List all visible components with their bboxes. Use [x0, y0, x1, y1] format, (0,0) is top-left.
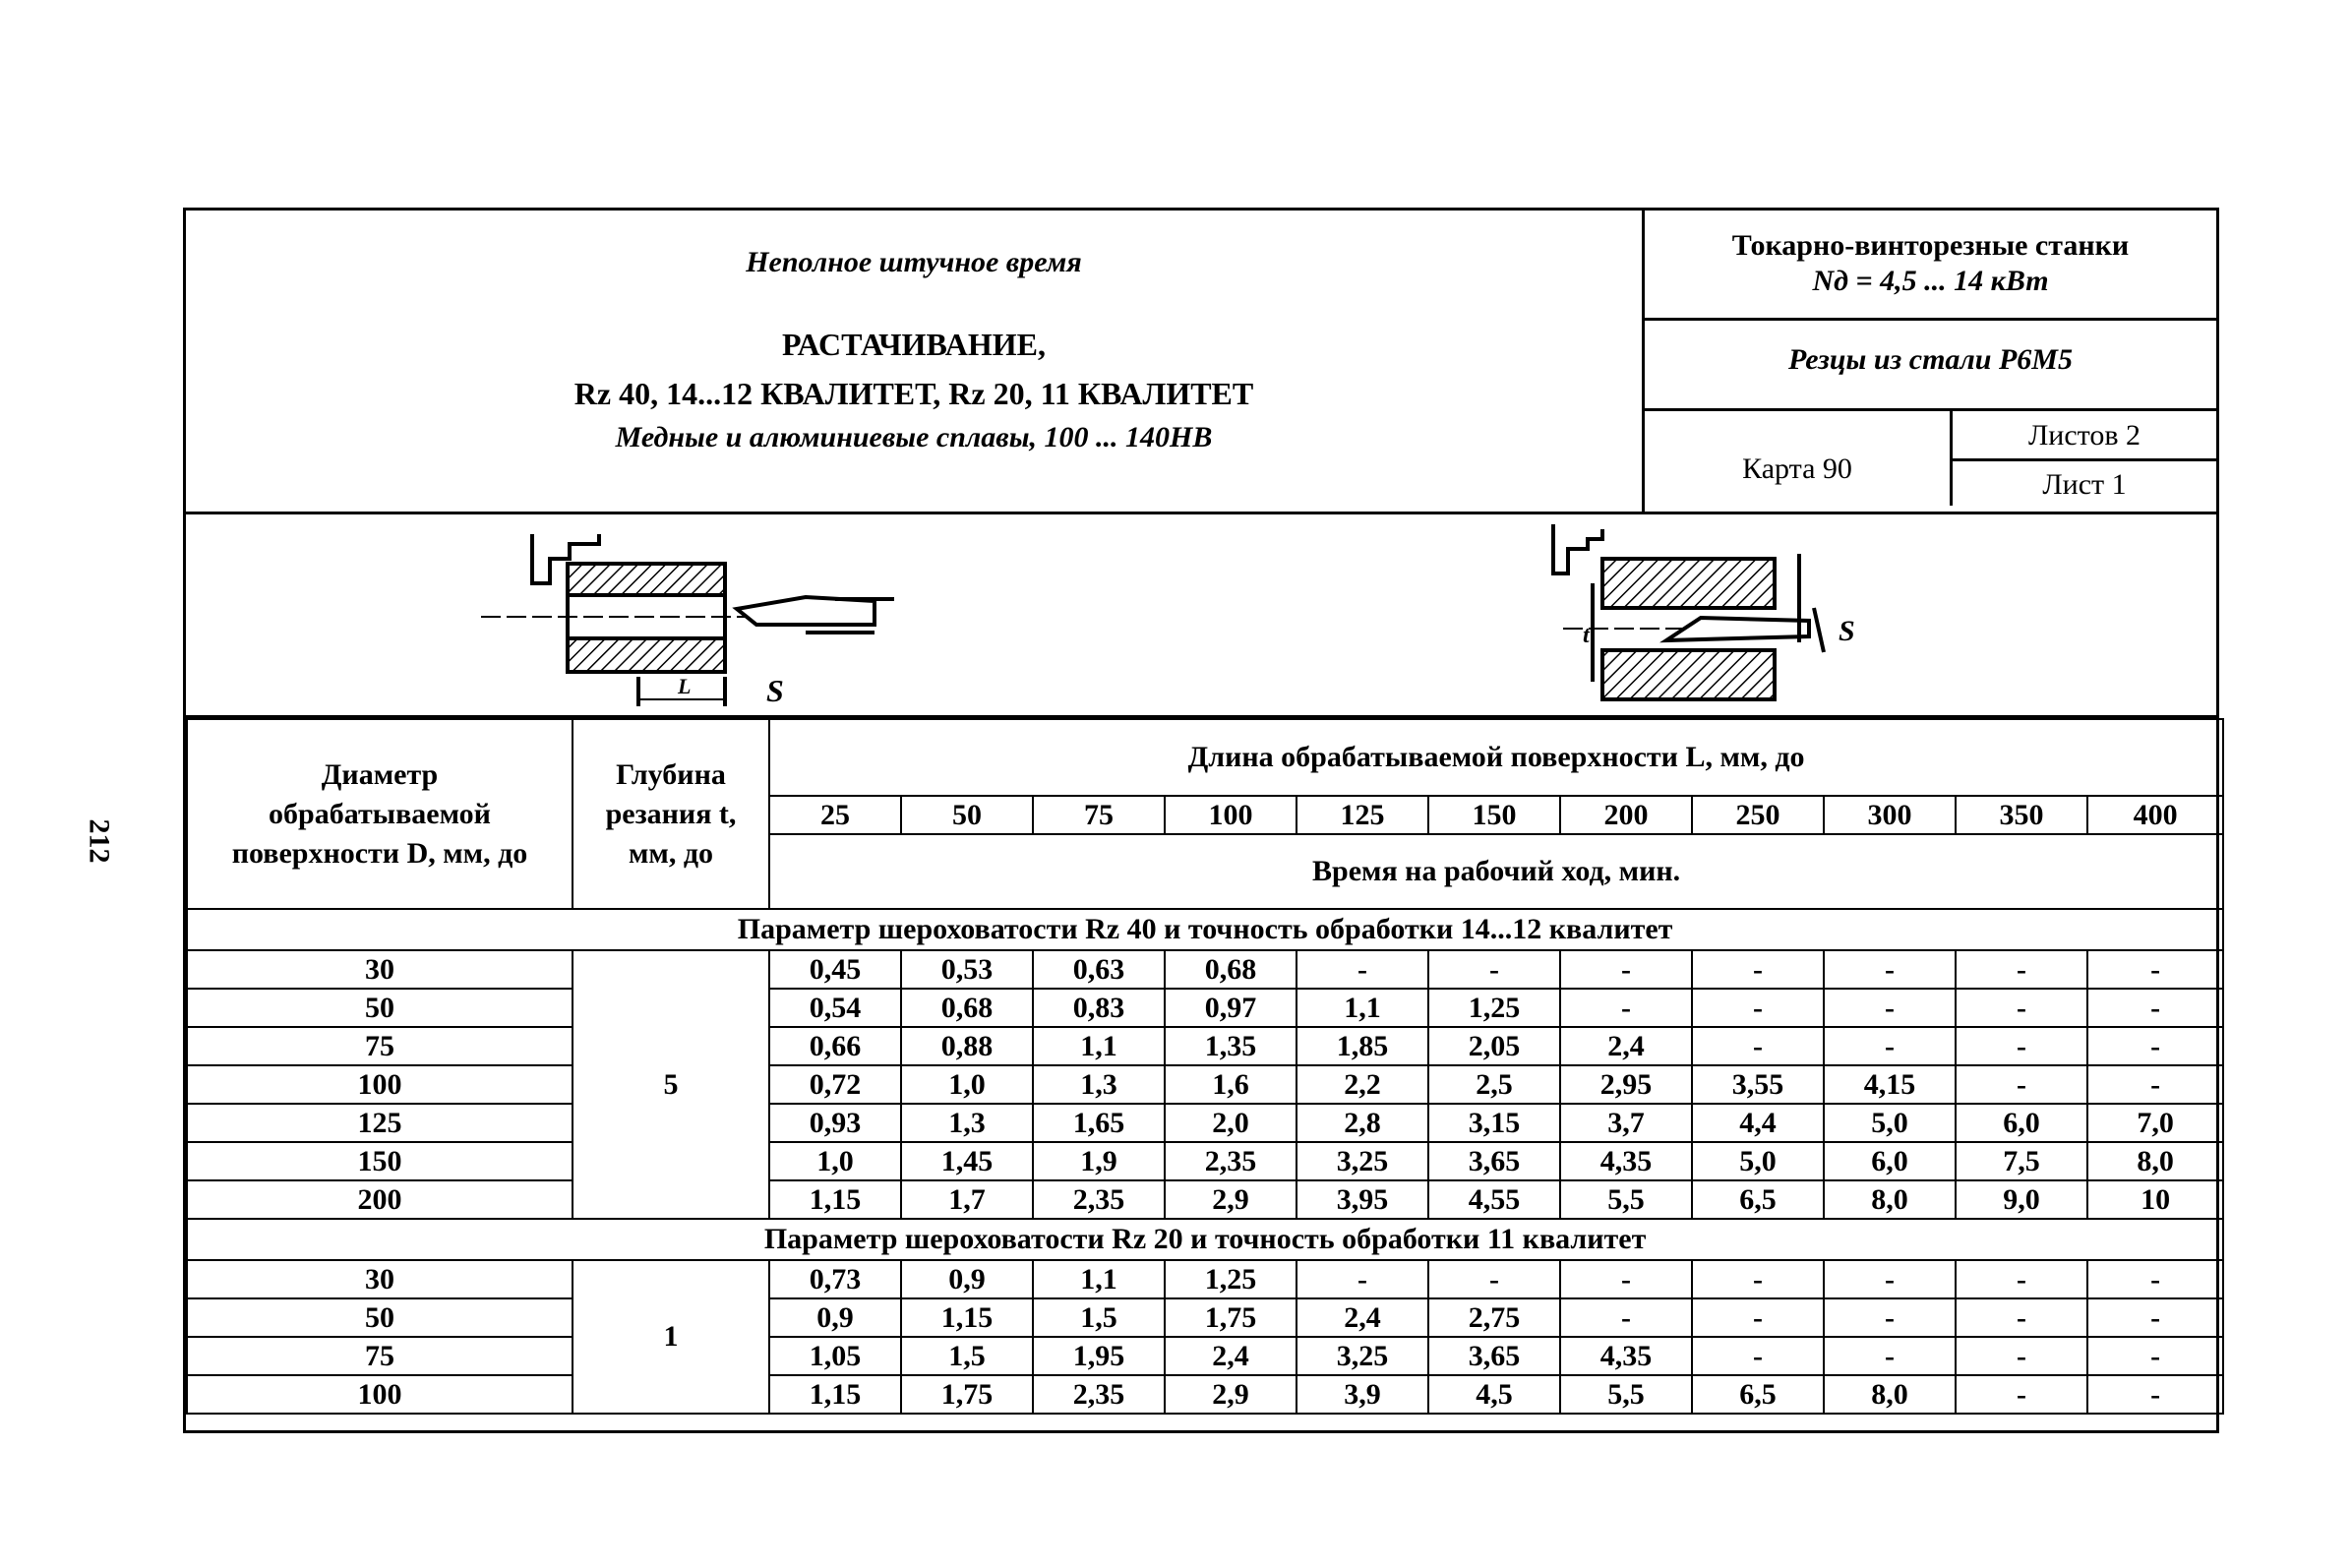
sheets-total: Листов 2	[1953, 411, 2216, 461]
time-value-cell: 1,15	[901, 1298, 1033, 1337]
time-value-cell: -	[1560, 1260, 1692, 1298]
tool-material: Резцы из стали Р6М5	[1645, 321, 2216, 411]
time-value-cell: 7,5	[1956, 1142, 2087, 1180]
diameter-cell: 50	[187, 1298, 573, 1337]
time-value-cell: 0,83	[1033, 989, 1165, 1027]
time-value-cell: 0,72	[769, 1065, 901, 1104]
time-value-cell: -	[1956, 1337, 2087, 1375]
length-value: 125	[1297, 796, 1428, 834]
time-value-cell: -	[2087, 1260, 2223, 1298]
time-value-cell: 1,25	[1428, 989, 1560, 1027]
time-value-cell: 4,5	[1428, 1375, 1560, 1414]
time-value-cell: 2,05	[1428, 1027, 1560, 1065]
time-value-cell: -	[1560, 1298, 1692, 1337]
length-value: 25	[769, 796, 901, 834]
time-value-cell: -	[1824, 1337, 1956, 1375]
time-value-cell: 1,15	[769, 1180, 901, 1219]
time-value-cell: 8,0	[1824, 1375, 1956, 1414]
time-value-cell: 1,75	[1165, 1298, 1297, 1337]
time-value-cell: 0,54	[769, 989, 901, 1027]
card-info	[1645, 411, 2216, 506]
column-header-time: Время на рабочий ход, мин.	[769, 834, 2223, 909]
table-row	[187, 1180, 2223, 1219]
machine-type	[1645, 211, 2216, 321]
table-row	[187, 1027, 2223, 1065]
diameter-cell: 30	[187, 950, 573, 989]
header-title-block	[186, 211, 1645, 512]
length-value: 75	[1033, 796, 1165, 834]
time-value-cell: 0,97	[1165, 989, 1297, 1027]
time-value-cell: -	[1692, 1337, 1824, 1375]
time-value-cell: -	[2087, 989, 2223, 1027]
time-value-cell: -	[1297, 1260, 1428, 1298]
time-value-cell: 0,9	[769, 1298, 901, 1337]
time-value-cell: 2,0	[1165, 1104, 1297, 1142]
time-value-cell: -	[1692, 1260, 1824, 1298]
time-value-cell: 3,15	[1428, 1104, 1560, 1142]
time-value-cell: 6,0	[1824, 1142, 1956, 1180]
time-value-cell: 2,9	[1165, 1375, 1297, 1414]
time-value-cell: 1,95	[1033, 1337, 1165, 1375]
sketch-drawing	[186, 514, 2216, 715]
time-value-cell: -	[2087, 1375, 2223, 1414]
time-value-cell: 1,05	[769, 1337, 901, 1375]
time-value-cell: 2,4	[1560, 1027, 1692, 1065]
time-value-cell: -	[2087, 1337, 2223, 1375]
time-value-cell: 5,0	[1824, 1104, 1956, 1142]
time-value-cell: 4,4	[1692, 1104, 1824, 1142]
table-row	[187, 1104, 2223, 1142]
time-value-cell: 1,85	[1297, 1027, 1428, 1065]
sheet-number: Лист 1	[2042, 468, 2127, 501]
time-value-cell: -	[1956, 1260, 2087, 1298]
time-value-cell: -	[1428, 950, 1560, 989]
section-title: Параметр шероховатости Rz 20 и точность обработки 11 квалитет	[187, 1219, 2223, 1260]
column-header-length: Длина обрабатываемой поверхности L, мм, до	[769, 719, 2223, 796]
time-value-cell: 1,75	[901, 1375, 1033, 1414]
time-value-cell: 1,15	[769, 1375, 901, 1414]
time-value-cell: 0,53	[901, 950, 1033, 989]
time-value-cell: -	[1692, 950, 1824, 989]
time-value-cell: 2,95	[1560, 1065, 1692, 1104]
diameter-cell: 200	[187, 1180, 573, 1219]
time-value-cell: 5,0	[1692, 1142, 1824, 1180]
length-value: 350	[1956, 796, 2087, 834]
time-value-cell: 2,4	[1297, 1298, 1428, 1337]
subtitle: Неполное штучное время	[746, 246, 1082, 278]
length-value: 50	[901, 796, 1033, 834]
time-value-cell: 1,25	[1165, 1260, 1297, 1298]
time-value-cell: -	[1956, 1375, 2087, 1414]
time-value-cell: 5,5	[1560, 1375, 1692, 1414]
time-value-cell: 2,35	[1033, 1375, 1165, 1414]
time-value-cell: 1,7	[901, 1180, 1033, 1219]
sketch-right-feed-label: S	[1839, 615, 1855, 647]
time-value-cell: 1,3	[901, 1104, 1033, 1142]
time-value-cell: 0,45	[769, 950, 901, 989]
time-value-cell: 3,9	[1297, 1375, 1428, 1414]
table-row	[187, 1337, 2223, 1375]
time-value-cell: -	[1956, 1065, 2087, 1104]
time-value-cell: 4,35	[1560, 1142, 1692, 1180]
process-card	[183, 208, 2219, 1433]
time-value-cell: 10	[2087, 1180, 2223, 1219]
time-value-cell: -	[1824, 989, 1956, 1027]
page-number: 212	[83, 818, 116, 864]
time-value-cell: 4,55	[1428, 1180, 1560, 1219]
time-value-cell: 1,1	[1033, 1027, 1165, 1065]
table-row	[187, 1298, 2223, 1337]
time-value-cell: -	[1824, 1027, 1956, 1065]
time-value-cell: 1,0	[769, 1142, 901, 1180]
time-value-cell: -	[2087, 1298, 2223, 1337]
time-value-cell: 2,35	[1165, 1142, 1297, 1180]
time-value-cell: -	[1692, 1298, 1824, 1337]
time-value-cell: -	[1560, 950, 1692, 989]
time-value-cell: -	[1824, 1260, 1956, 1298]
time-value-cell: 4,35	[1560, 1337, 1692, 1375]
time-value-cell: -	[1956, 950, 2087, 989]
depth-cell: 1	[573, 1260, 769, 1414]
time-value-cell: 1,9	[1033, 1142, 1165, 1180]
sketch-right-diameter-label: t	[1583, 623, 1590, 648]
time-value-cell: 3,7	[1560, 1104, 1692, 1142]
table-row	[187, 1142, 2223, 1180]
table-row	[187, 950, 2223, 989]
time-value-cell: 8,0	[2087, 1142, 2223, 1180]
time-value-cell: 1,35	[1165, 1027, 1297, 1065]
time-value-cell: 2,8	[1297, 1104, 1428, 1142]
time-value-cell: 0,66	[769, 1027, 901, 1065]
time-value-cell: 0,93	[769, 1104, 901, 1142]
time-value-cell: 2,2	[1297, 1065, 1428, 1104]
time-value-cell: -	[1692, 1027, 1824, 1065]
time-value-cell: -	[1956, 1298, 2087, 1337]
time-value-cell: -	[1692, 989, 1824, 1027]
sketch-left-length-label: L	[678, 674, 692, 698]
time-value-cell: 1,65	[1033, 1104, 1165, 1142]
time-value-cell: 7,0	[2087, 1104, 2223, 1142]
time-value-cell: 3,25	[1297, 1142, 1428, 1180]
time-value-cell: 5,5	[1560, 1180, 1692, 1219]
time-value-cell: 1,1	[1297, 989, 1428, 1027]
table-row	[187, 989, 2223, 1027]
length-value: 150	[1428, 796, 1560, 834]
time-value-cell: 2,75	[1428, 1298, 1560, 1337]
card-header	[186, 211, 2216, 514]
time-value-cell: 1,3	[1033, 1065, 1165, 1104]
length-value: 400	[2087, 796, 2223, 834]
section-header-row	[187, 909, 2223, 950]
table-row	[187, 1375, 2223, 1414]
time-value-cell: 0,9	[901, 1260, 1033, 1298]
section-title: Параметр шероховатости Rz 40 и точность обработки 14...12 квалитет	[187, 909, 2223, 950]
time-value-cell: 1,45	[901, 1142, 1033, 1180]
time-value-cell: 1,6	[1165, 1065, 1297, 1104]
section-header-row	[187, 1219, 2223, 1260]
diameter-cell: 150	[187, 1142, 573, 1180]
time-value-cell: 6,0	[1956, 1104, 2087, 1142]
time-value-cell: -	[1824, 950, 1956, 989]
diameter-cell: 100	[187, 1375, 573, 1414]
time-value-cell: -	[2087, 950, 2223, 989]
column-header-depth: Глубина резания t, мм, до	[573, 719, 769, 909]
machine-line-1: Токарно-винторезные станки	[1731, 229, 2130, 262]
diameter-cell: 100	[187, 1065, 573, 1104]
time-value-cell: 6,5	[1692, 1180, 1824, 1219]
card-number: Карта 90	[1645, 411, 1953, 506]
table-row	[187, 1065, 2223, 1104]
column-header-diameter: Диаметр обрабатываемой поверхности D, мм, до	[187, 719, 573, 909]
time-value-cell: 2,4	[1165, 1337, 1297, 1375]
sketch-left-feed-label: S	[766, 673, 784, 708]
diameter-cell: 30	[187, 1260, 573, 1298]
time-value-cell: 1,5	[901, 1337, 1033, 1375]
time-value-cell: 3,65	[1428, 1337, 1560, 1375]
time-value-cell: 3,65	[1428, 1142, 1560, 1180]
time-value-cell: -	[1956, 1027, 2087, 1065]
time-value-cell: 3,55	[1692, 1065, 1824, 1104]
depth-cell: 5	[573, 950, 769, 1219]
table-row	[187, 1260, 2223, 1298]
time-value-cell: -	[1824, 1298, 1956, 1337]
time-value-cell: 0,73	[769, 1260, 901, 1298]
time-value-cell: 2,9	[1165, 1180, 1297, 1219]
diameter-cell: 75	[187, 1027, 573, 1065]
header-info-block	[1645, 211, 2216, 512]
time-table	[186, 718, 2224, 1415]
time-value-cell: 6,5	[1692, 1375, 1824, 1414]
time-value-cell: 2,35	[1033, 1180, 1165, 1219]
time-value-cell: -	[1560, 989, 1692, 1027]
time-value-cell: 8,0	[1824, 1180, 1956, 1219]
machine-power: Nд = 4,5 ... 14 кВт	[1812, 265, 2049, 297]
diameter-cell: 50	[187, 989, 573, 1027]
time-value-cell: 4,15	[1824, 1065, 1956, 1104]
time-value-cell: 0,88	[901, 1027, 1033, 1065]
time-value-cell: 1,5	[1033, 1298, 1165, 1337]
time-value-cell: 0,68	[901, 989, 1033, 1027]
operation-title: РАСТАЧИВАНИЕ,	[781, 327, 1046, 362]
time-value-cell: -	[1297, 950, 1428, 989]
time-value-cell: -	[1956, 989, 2087, 1027]
time-value-cell: 3,25	[1297, 1337, 1428, 1375]
length-value: 250	[1692, 796, 1824, 834]
time-value-cell: 0,63	[1033, 950, 1165, 989]
diameter-cell: 75	[187, 1337, 573, 1375]
time-value-cell: -	[1428, 1260, 1560, 1298]
length-value: 100	[1165, 796, 1297, 834]
accuracy-parameters: Rz 40, 14...12 КВАЛИТЕТ, Rz 20, 11 КВАЛИТЕТ	[573, 376, 1254, 411]
time-value-cell: 2,5	[1428, 1065, 1560, 1104]
time-value-cell: -	[2087, 1065, 2223, 1104]
length-value: 300	[1824, 796, 1956, 834]
length-value: 200	[1560, 796, 1692, 834]
time-value-cell: 9,0	[1956, 1180, 2087, 1219]
time-value-cell: 3,95	[1297, 1180, 1428, 1219]
material: Медные и алюминиевые сплавы, 100 ... 140HB	[615, 421, 1213, 453]
time-value-cell: 0,68	[1165, 950, 1297, 989]
operation-sketches	[186, 514, 2216, 718]
time-value-cell: -	[2087, 1027, 2223, 1065]
diameter-cell: 125	[187, 1104, 573, 1142]
time-value-cell: 1,1	[1033, 1260, 1165, 1298]
sketch-right	[1553, 524, 1824, 699]
time-value-cell: 1,0	[901, 1065, 1033, 1104]
